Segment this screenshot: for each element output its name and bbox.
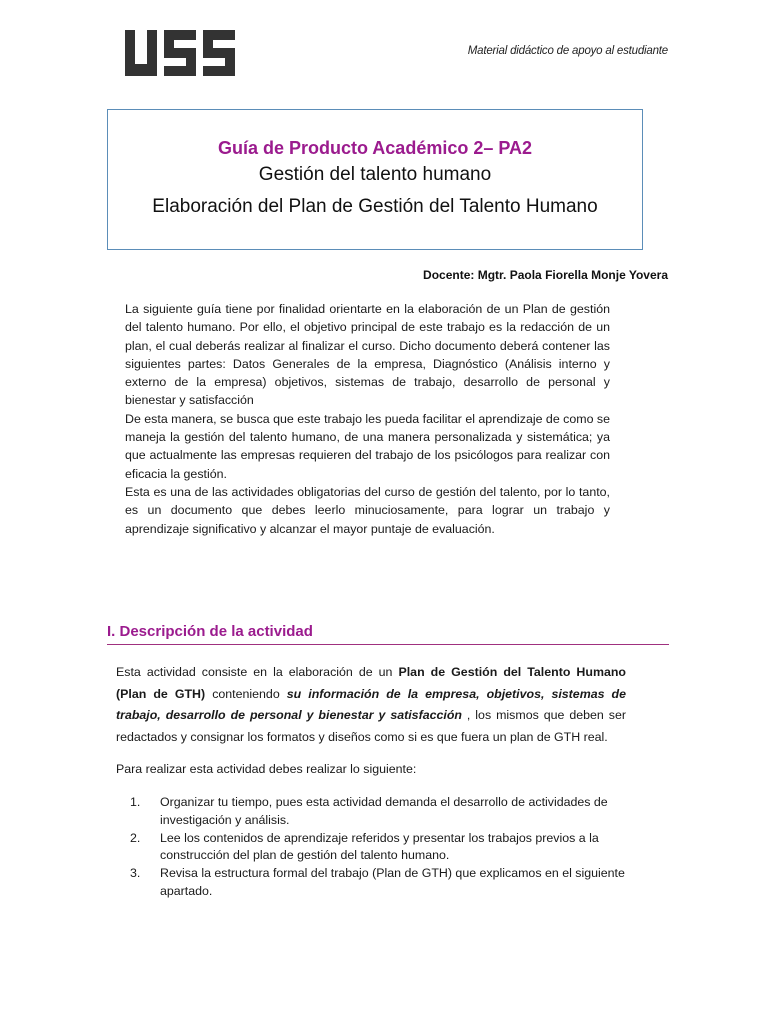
step-number: 3. bbox=[130, 866, 141, 880]
instructor-line: Docente: Mgtr. Paola Fiorella Monje Yovera bbox=[423, 268, 668, 282]
section-heading-text: I. Descripción de la actividad bbox=[107, 623, 313, 640]
step-text: Revisa la estructura formal del trabajo (Plan de GTH) que explicamos en el siguiente apartado. bbox=[160, 866, 625, 898]
step-number: 2. bbox=[130, 830, 141, 845]
uss-logo bbox=[125, 30, 235, 76]
activity-text-e: , los mismos que deben ser redactados y consignar los formatos y diseños como si es que fuera un plan de GTH real. bbox=[116, 708, 626, 744]
intro-paragraph-2: De esta manera, se busca que este trabajo les pueda facilitar el aprendizaje de como se maneja la gestión del talento humano, de una manera personalizada y sistemática; ya que actualmente las empresas requieren del trabajo de los psicólogos para realizar con eficacia la gestión. bbox=[125, 411, 610, 481]
activity-text-c: conteniendo bbox=[205, 686, 287, 701]
activity-text-contents: su información de la empresa, objetivos, sistemas de trabajo, desarrollo de personal y bienestar y satisfacción bbox=[116, 686, 627, 722]
step-number: 1. bbox=[130, 795, 141, 809]
project-name: Elaboración del Plan de Gestión del Talento Humano bbox=[152, 196, 598, 217]
steps-intro: Para realizar esta actividad debes realizar lo siguiente: bbox=[116, 762, 417, 776]
header-note: Material didáctico de apoyo al estudiante bbox=[467, 45, 668, 57]
course-name: Gestión del talento humano bbox=[258, 164, 492, 185]
list-item bbox=[130, 865, 626, 900]
title-box bbox=[107, 109, 643, 250]
list-item bbox=[130, 794, 626, 829]
activity-text-plan: Plan de Gestión del Talento Humano (Plan de GTH) bbox=[116, 665, 626, 701]
section-heading bbox=[107, 623, 669, 645]
intro-paragraph-3: Esta es una de las actividades obligatorias del curso de gestión del talento, por lo tanto, es un documento que debes leerlo minuciosamente, para lograr un trabajo y aprendizaje significativo y alcanzar el mayor puntaje de evaluación. bbox=[125, 484, 610, 536]
activity-text-a: Esta actividad consiste en la elaboración de un bbox=[116, 665, 399, 679]
step-text: Organizar tu tiempo, pues esta actividad demanda el desarrollo de actividades de investigación y análisis. bbox=[160, 795, 608, 827]
intro-paragraph-1: La siguiente guía tiene por finalidad orientarte en la elaboración de un Plan de gestión del talento humano. Por ello, el objetivo principal de este trabajo es la redacción de un plan, el cual deberás realizar al finalizar el curso. Dicho documento deberá contener las siguientes partes: Datos Generales de la empresa, Diagnóstico (Análisis interno y externo de la empresa) objetivos, sistemas de trabajo, desarrollo de personal y bienestar y satisfacción bbox=[125, 302, 610, 408]
step-text: Lee los contenidos de aprendizaje referidos y presentar los trabajos previos a la construcción del plan de gestión del talento humano. bbox=[160, 830, 599, 862]
intro-text bbox=[125, 300, 610, 538]
list-item bbox=[130, 830, 626, 865]
steps-list bbox=[130, 794, 626, 901]
activity-description bbox=[116, 662, 626, 748]
guide-title: Guía de Producto Académico 2– PA2 bbox=[217, 138, 533, 158]
